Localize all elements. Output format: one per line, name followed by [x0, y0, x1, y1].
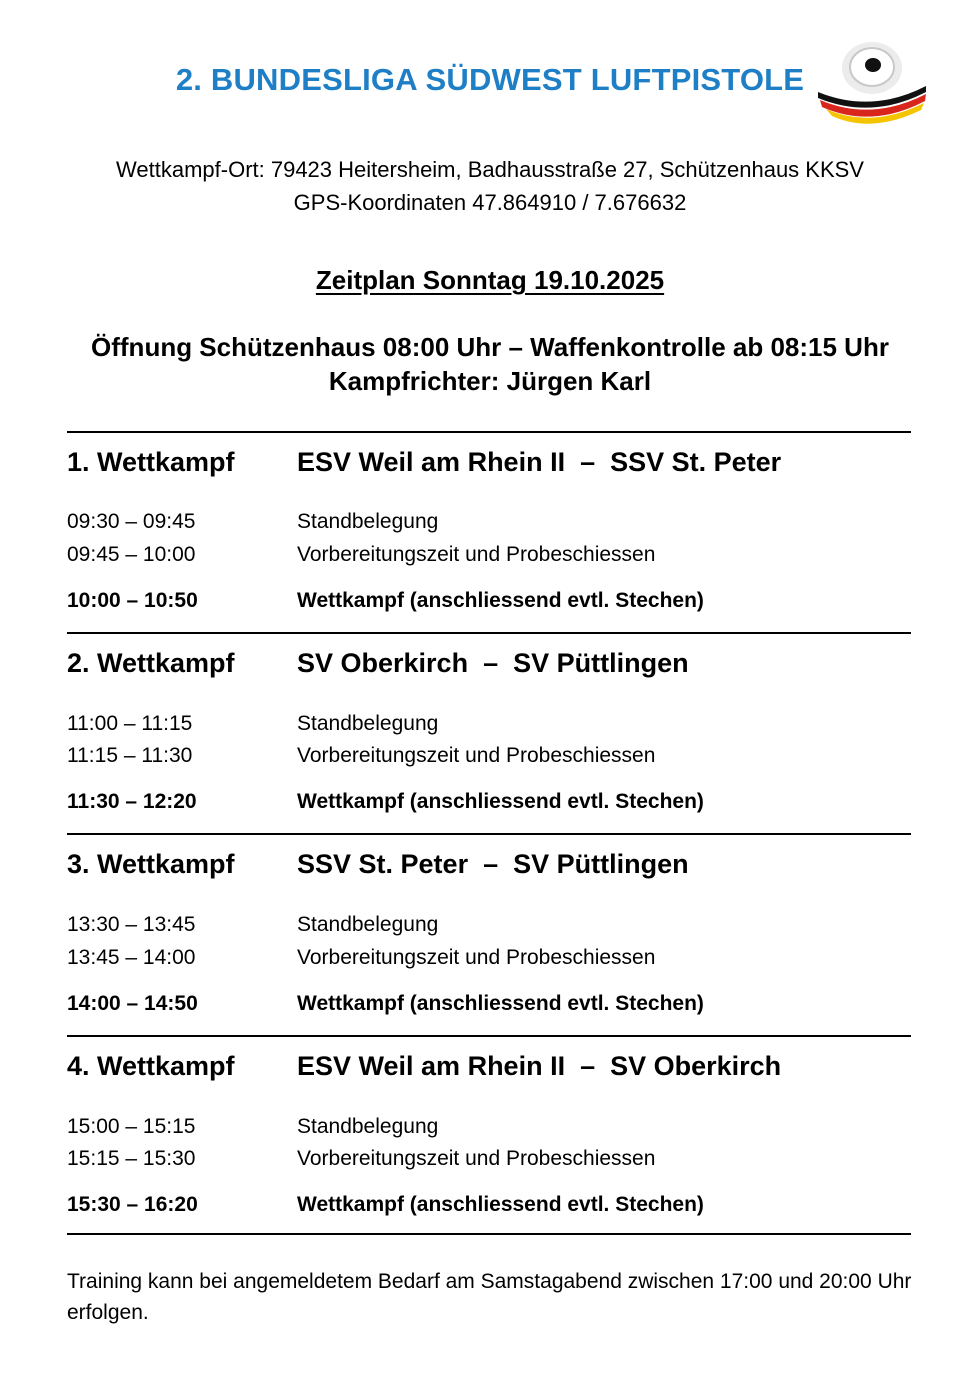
footer-note: Training kann bei angemeldetem Bedarf am Samstagabend zwischen 17:00 und 20:00 Uhr erfolgen.: [67, 1270, 912, 1324]
match-label: 3. Wettkampf: [67, 849, 235, 879]
gps-line: GPS-Koordinaten 47.864910 / 7.676632: [293, 190, 687, 215]
time-slot: 09:45 – 10:00: [67, 543, 196, 566]
time-slot: 13:45 – 14:00: [67, 946, 196, 969]
time-slot: 15:00 – 15:15: [67, 1115, 196, 1138]
match-teams: SV Oberkirch – SV Püttlingen: [297, 648, 689, 678]
time-slot: 09:30 – 09:45: [67, 510, 196, 533]
divider: [67, 431, 911, 433]
activity: Vorbereitungszeit und Probeschiessen: [297, 744, 656, 767]
divider: [67, 1233, 911, 1235]
match-label: 4. Wettkampf: [67, 1051, 235, 1081]
activity: Wettkampf (anschliessend evtl. Stechen): [297, 992, 704, 1015]
match-label: 1. Wettkampf: [67, 447, 235, 477]
activity: Vorbereitungszeit und Probeschiessen: [297, 946, 656, 969]
match-teams: ESV Weil am Rhein II – SV Oberkirch: [297, 1051, 782, 1081]
time-slot: 15:30 – 16:20: [67, 1193, 198, 1216]
time-slot: 11:15 – 11:30: [67, 744, 193, 767]
activity: Standbelegung: [297, 510, 439, 533]
match-teams: SSV St. Peter – SV Püttlingen: [297, 849, 689, 879]
activity: Vorbereitungszeit und Probeschiessen: [297, 543, 656, 566]
activity: Standbelegung: [297, 913, 439, 936]
time-slot: 11:00 – 11:15: [67, 712, 193, 735]
match-teams: ESV Weil am Rhein II – SSV St. Peter: [297, 447, 782, 477]
activity: Wettkampf (anschliessend evtl. Stechen): [297, 790, 704, 813]
divider: [67, 1035, 911, 1037]
activity: Standbelegung: [297, 712, 439, 735]
divider: [67, 833, 911, 835]
activity: Standbelegung: [297, 1115, 439, 1138]
schedule-title-text: Zeitplan Sonntag 19.10.2025: [315, 265, 665, 295]
match-label: 2. Wettkampf: [67, 648, 235, 678]
page-title: 2. BUNDESLIGA SÜDWEST LUFTPISTOLE: [175, 62, 805, 97]
time-slot: 14:00 – 14:50: [67, 992, 198, 1015]
activity: Vorbereitungszeit und Probeschiessen: [297, 1147, 656, 1170]
shooting-target-logo-icon: [812, 36, 932, 128]
divider: [67, 632, 911, 634]
time-slot: 15:15 – 15:30: [67, 1147, 196, 1170]
time-slot: 10:00 – 10:50: [67, 589, 198, 612]
time-slot: 13:30 – 13:45: [67, 913, 196, 936]
location-line: Wettkampf-Ort: 79423 Heitersheim, Badhausstraße 27, Schützenhaus KKSV: [116, 157, 864, 182]
activity: Wettkampf (anschliessend evtl. Stechen): [297, 1193, 704, 1216]
opening-info: Öffnung Schützenhaus 08:00 Uhr – Waffenkontrolle ab 08:15 Uhr: [91, 332, 889, 362]
schedule-title: [0, 265, 980, 296]
time-slot: 11:30 – 12:20: [67, 790, 197, 813]
referee-info: Kampfrichter: Jürgen Karl: [328, 366, 652, 396]
activity: Wettkampf (anschliessend evtl. Stechen): [297, 589, 704, 612]
